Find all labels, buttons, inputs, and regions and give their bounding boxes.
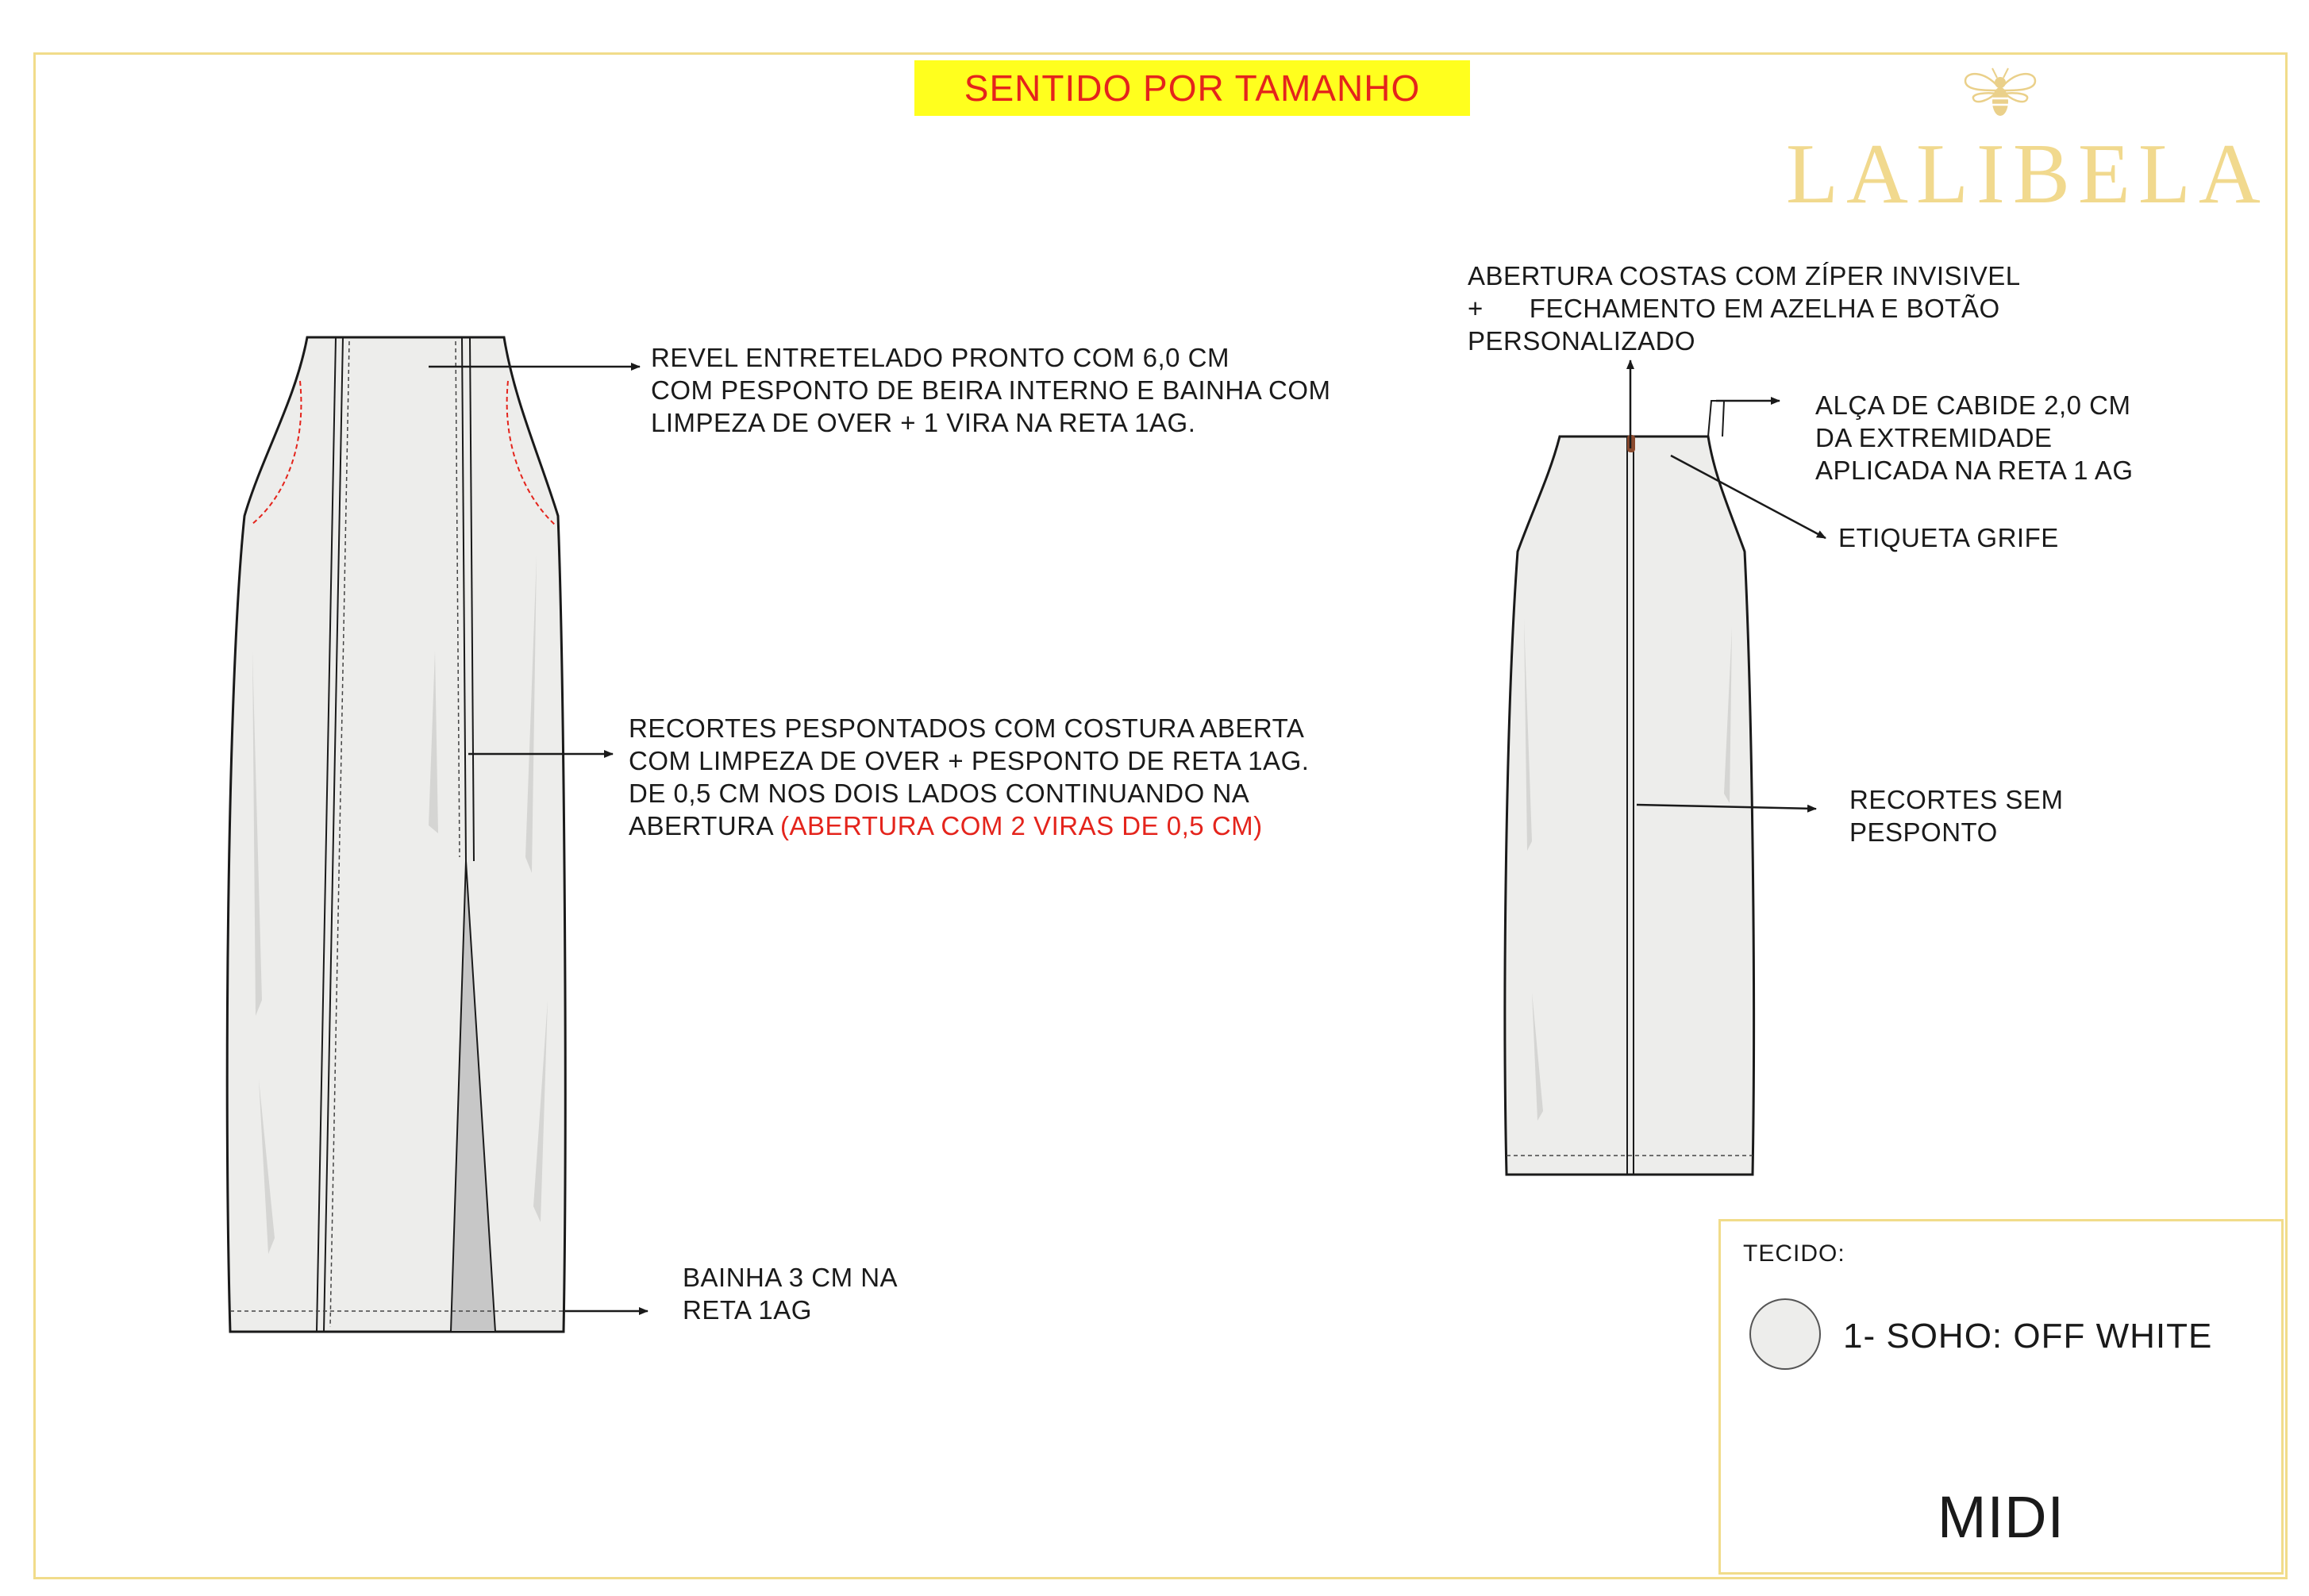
front-skirt-body — [227, 337, 565, 1332]
hanger-loop — [1708, 401, 1724, 436]
note-front-seams: RECORTES PESPONTADOS COM COSTURA ABERTA COM LIMPEZA DE OVER + PESPONTO DE RETA 1AG. DE 0,5 CM NOS DOIS LADOS CONTINUANDO NA ABERTURA (ABERTURA COM 2 VIRAS DE 0,5 CM) — [629, 713, 1310, 840]
note-zipper: ABERTURA COSTAS COM ZÍPER INVISIVEL + FECHAMENTO EM AZELHA E BOTÃO PERSONALIZADO — [1468, 261, 2021, 356]
brand-name: LALIBELA — [1786, 127, 2269, 221]
front-skirt — [227, 337, 565, 1332]
page-title: SENTIDO POR TAMANHO — [914, 60, 1470, 116]
note-brand-label: ETIQUETA GRIFE — [1838, 523, 2059, 552]
back-skirt — [1505, 401, 1754, 1175]
model-length: MIDI — [1937, 1484, 2065, 1550]
fabric-item: 1- SOHO: OFF WHITE — [1843, 1317, 2213, 1356]
note-hem: BAINHA 3 CM NA RETA 1AG — [683, 1263, 899, 1325]
fabric-info-box — [1718, 1219, 2284, 1575]
fabric-swatch — [1749, 1298, 1821, 1370]
note-waistband: REVEL ENTRETELADO PRONTO COM 6,0 CM COM PESPONTO DE BEIRA INTERNO E BAINHA COM LIMPEZA DE OVER + 1 VIRA NA RETA 1AG. — [651, 343, 1331, 437]
note-back-seams: RECORTES SEM PESPONTO — [1849, 785, 2064, 847]
fabric-label: TECIDO: — [1743, 1240, 1845, 1267]
note-hanger-loop: ALÇA DE CABIDE 2,0 CM DA EXTREMIDADE APLICADA NA RETA 1 AG — [1815, 390, 2134, 485]
note-front-seams-last: ABERTURA (ABERTURA COM 2 VIRAS DE 0,5 CM) — [629, 811, 1263, 840]
slit-highlight: (ABERTURA COM 2 VIRAS DE 0,5 CM) — [779, 811, 1263, 840]
